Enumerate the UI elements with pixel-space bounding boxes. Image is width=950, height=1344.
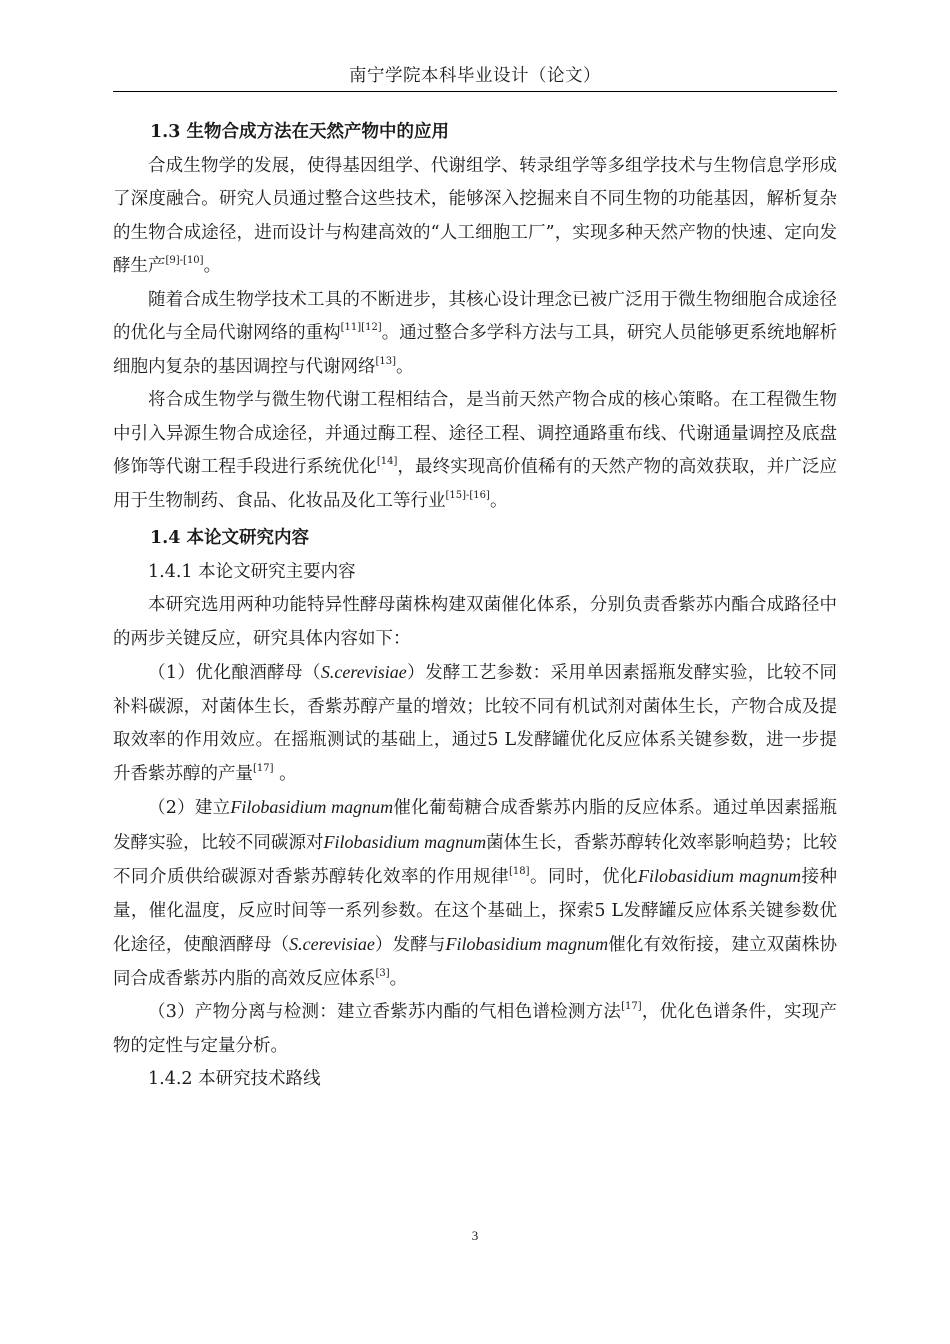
list-item: （3）产物分离与检测：建立香紫苏内酯的气相色谱检测方法[17]，优化色谱条件，实现产物的定性与定量分析。 [113,1001,838,1056]
citation: [18] [508,866,530,877]
species-name: S.cerevisiae [289,934,375,954]
paragraph: 将合成生物学与微生物代谢工程相结合，是当前天然产物合成的核心策略。在工程微生物中引入异源生物合成途径，并通过酶工程、途径工程、调控通路重布线、代谢通量调控及底盘修饰等代谢工程手段进行系统优化[14]，最终实现高价值稀有的天然产物的高效获取，并广泛应用于生物制药、食品、化妆品及化工等行业[15]-[16]。 [113,390,838,511]
species-name: Filobasidium magnum [445,934,609,954]
page-number: 3 [471,1228,479,1243]
paragraph: 合成生物学的发展，使得基因组学、代谢组学、转录组学等多组学技术与生物信息学形成了深度融合。研究人员通过整合这些技术，能够深入挖掘来自不同生物的功能基因，解析复杂的生物合成途径，进而设计与构建高效的“人工细胞工厂”，实现多种天然产物的快速、定向发酵生产[9]-[10]。 [113,155,837,276]
species-name: Filobasidium magnum [638,866,801,886]
section-1-3-heading: 1.3 生物合成方法在天然产物中的应用 [150,122,450,142]
list-item: （2）建立Filobasidium magnum催化葡萄糖合成香紫苏内脂的反应体系。通过单因素摇瓶发酵实验，比较不同碳源对Filobasidium magnum菌体生长，香紫苏醇转化效率影响趋势；比较不同介质供给碳源对香紫苏醇转化效率的作用规律[18]。同时，优化Filobasidium magnum接种量，催化温度，反应时间等一系列参数。在这个基础上，探索5 L发酵罐反应体系关键参数优化途径，使酿酒酵母（S.cerevisiae）发酵与Filobasidium magnum催化有效衔接，建立双菌株协同合成香紫苏内脂的高效反应体系[3]。 [113,797,838,989]
citation: [15]-[16] [445,489,490,501]
citation: [11][12] [340,322,382,333]
document-body [113,112,837,1097]
paragraph: 随着合成生物学技术工具的不断进步，其核心设计理念已被广泛用于微生物细胞合成途径的优化与全局代谢网络的重构[11][12]。通过整合多学科方法与工具，研究人员能够更系统地解析细胞内复杂的基因调控与代谢网络[13]。 [113,289,838,377]
citation: [17] [253,762,274,774]
list-item: （1）优化酿酒酵母（S.cerevisiae）发酵工艺参数：采用单因素摇瓶发酵实验，比较不同补料碳源，对菌体生长，香紫苏醇产量的增效；比较不同有机试剂对菌体生长，产物合成及提取效率的作用效应。在摇瓶测试的基础上，通过5 L发酵罐优化反应体系关键参数，进一步提升香紫苏醇的产量[17] 。 [113,662,837,784]
citation: [14] [376,456,398,467]
citation: [9]-[10] [165,255,204,266]
section-1-4-heading: 1.4 本论文研究内容 [150,528,310,548]
citation: [3] [375,967,390,979]
species-name: Filobasidium magnum [230,797,394,817]
subsection-1-4-1-heading: 1.4.1 本论文研究主要内容 [148,561,356,582]
subsection-1-4-2-heading: 1.4.2 本研究技术路线 [148,1069,321,1089]
citation: [17] [621,1001,642,1012]
paragraph: 本研究选用两种功能特异性酵母菌株构建双菌催化体系，分别负责香紫苏内酯合成路径中的两步关键反应，研究具体内容如下： [113,595,837,649]
species-name: S.cerevisiae [320,662,407,682]
citation: [13] [375,355,397,367]
page-header: 南宁学院本科毕业设计（论文） [113,64,837,92]
species-name: Filobasidium magnum [323,831,487,852]
